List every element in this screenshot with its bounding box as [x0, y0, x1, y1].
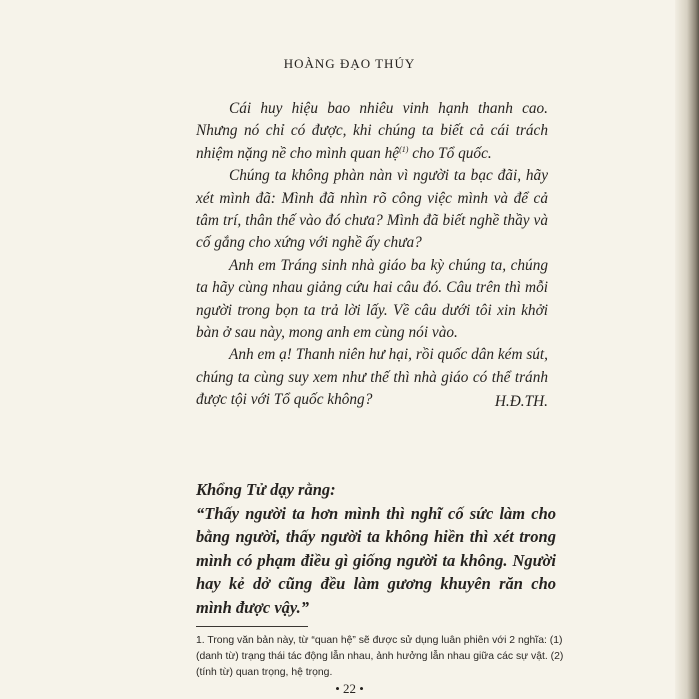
quote-text: “Thấy người ta hơn mình thì nghĩ cố sức làm cho bằng người, thấy người ta không hiền thì xét trong mình có phạm điều gì giống người ta không. Người hay kẻ dở cũng đều làm gương khuyên răn cho mình được vậy.”: [196, 503, 556, 617]
paragraph-2: Chúng ta không phàn nàn vì người ta bạc đãi, hãy xét mình đã: Mình đã nhìn rõ công việc mình và để cả tâm trí, thân thế vào đó chưa? Mình đã biết nghề thầy và cố gắng cho xứng với nghề ấy chưa?: [196, 167, 548, 252]
paragraph-1-text: Cái huy hiệu bao nhiêu vinh hạnh thanh cao. Nhưng nó chỉ có được, khi chúng ta biết cả cái trách nhiệm nặng nề cho mình quan hệ: [196, 100, 548, 162]
body-text: [196, 98, 548, 412]
running-head: HOÀNG ĐẠO THÚY: [283, 56, 416, 71]
paragraph-1-tail: cho Tổ quốc.: [408, 144, 492, 162]
author-signature: H.Đ.TH.: [494, 393, 548, 410]
paragraph-4: Anh em ạ! Thanh niên hư hại, rồi quốc dân kém sút, chúng ta cùng suy xem như thế thì nhà giáo có thể tránh được tội với Tổ quốc không?: [196, 346, 548, 409]
footnote: 1. Trong văn bản này, từ “quan hệ” sẽ được sử dụng luân phiên với 2 nghĩa: (1) (danh từ) trạng thái tác động lẫn nhau, ảnh hưởng lẫn nhau giữa các sự vật. (2) (tính từ) quan trọng, hệ trọng.: [196, 635, 564, 678]
footnote-divider: [196, 626, 308, 627]
page-number: • 22 •: [335, 681, 364, 696]
confucius-quote: [196, 478, 556, 620]
footnote-reference: (1): [399, 144, 409, 154]
paragraph-1: [196, 98, 548, 165]
page-binding-shadow: [675, 0, 699, 699]
quote-intro: Khổng Tử dạy rằng:: [196, 480, 336, 499]
paragraph-3: Anh em Tráng sinh nhà giáo ba kỳ chúng ta, chúng ta hãy cùng nhau giảng cứu hai câu đó. Câu trên thì mỗi người trong bọn ta trả lời lấy. Về câu dưới tôi xin khởi bàn ở sau này, mong anh em cùng nói vào.: [196, 256, 548, 342]
